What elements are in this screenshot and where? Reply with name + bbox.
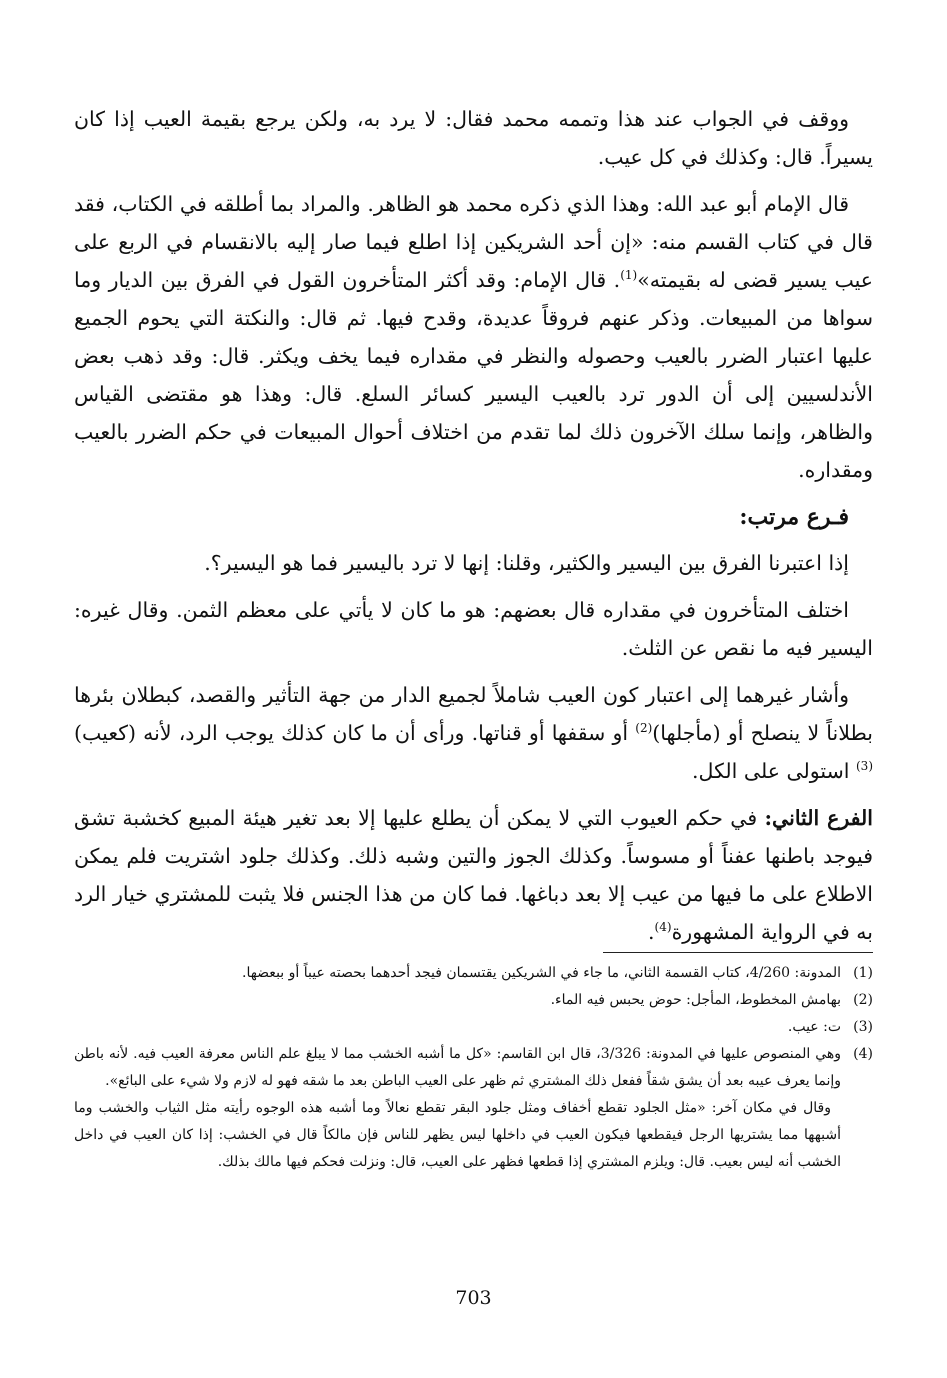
paragraph-1-text: ووقف في الجواب عند هذا وتممه محمد فقال: لا يرد به، ولكن يرجع بقيمة العيب إذا كان يسيراً. قال: وكذلك في كل عيب. xyxy=(74,107,873,169)
footnote-4-continuation: وقال في مكان آخر: «مثل الجلود تقطع أخفاف ومثل جلود البقر تقطع نعالاً وما أشبه هذه الوجوه رأيته مثل الثياب والخشب وما أشبهها مما يشتريها الرجل فيقطعها فيكون العيب في داخلها ليس يظهر للناس فإن مالكاً قال في الخشب: إذا كان العيب في داخل الخشب أنه ليس بعيب. قال: ويلزم المشتري إذا قطعها فظهر على العيب، قال: ونزلت فحكم فيها مالك بذلك. xyxy=(74,1100,841,1170)
footnote-number: (4) xyxy=(853,1046,873,1062)
paragraph-4 xyxy=(74,591,873,667)
footnote-ref-1: (1) xyxy=(620,268,638,283)
second-branch-label: الفرع الثاني: xyxy=(764,806,873,830)
footnote-ref-3: (3) xyxy=(855,759,873,774)
paragraph-5 xyxy=(74,676,873,790)
footnote-number: (1) xyxy=(853,965,873,981)
paragraph-5-text-c: استولى على الكل. xyxy=(692,759,856,783)
footnotes xyxy=(74,960,873,1176)
paragraph-6 xyxy=(74,799,873,951)
footnote-2 xyxy=(74,987,873,1014)
footnote-ref-4: (4) xyxy=(654,920,672,935)
paragraph-6-text-b: . xyxy=(648,920,655,944)
footnote-text: المدونة: 4/260، كتاب القسمة الثاني، ما جاء في الشريكين يقتسمان فيجد أحدهما بحصته عيباً أو ببعضها. xyxy=(242,965,841,981)
footnote-number: (3) xyxy=(853,1019,873,1035)
paragraph-3 xyxy=(74,544,873,582)
paragraph-2-text-a: قال الإمام أبو عبد الله: وهذا الذي ذكره محمد هو الظاهر. والمراد بما أطلقه في الكتاب، فقد قال في كتاب القسم منه: «إن أحد الشريكين إذا اطلع فيما صار إليه بالانقسام في الربع على عيب يسير قضى له بقيمته» xyxy=(74,192,873,292)
footnote-text: ت: عيب. xyxy=(787,1019,841,1035)
main-text xyxy=(74,100,873,960)
footnote-4 xyxy=(74,1041,873,1095)
section-heading: فـرع مرتب: xyxy=(739,504,849,530)
paragraph-4-text: اختلف المتأخرون في مقداره قال بعضهم: هو ما كان لا يأتي على معظم الثمن. وقال غيره: اليسير فيه ما نقص عن الثلث. xyxy=(74,598,873,660)
paragraph-6-text-a: في حكم العيوب التي لا يمكن أن يطلع عليها إلا بعد تغير هيئة المبيع كخشبة تشق فيوجد باطنها عفناً أو مسوساً. وكذلك الجوز والتين وشبه ذلك. وكذلك جلود اشتريت فلم يمكن الاطلاع على ما فيها من عيب إلا بعد دباغها. فما كان من هذا الجنس فلا يثبت للمشتري خيار الرد به في الرواية المشهورة xyxy=(74,806,873,944)
footnote-number: (2) xyxy=(853,992,873,1008)
page-number: 703 xyxy=(455,1287,492,1309)
paragraph-5-text-b: أو سقفها أو قناتها. ورأى أن ما كان كذلك يوجب الرد، لأنه (كعيب) xyxy=(74,721,636,745)
paragraph-1 xyxy=(74,100,873,176)
footnote-3 xyxy=(74,1014,873,1041)
paragraph-5-text-a: وأشار غيرهما إلى اعتبار كون العيب شاملاً لجميع الدار من جهة التأثير والقصد، كبطلان بئرها بطلاناً لا ينصلح أو (مأجلها) xyxy=(74,683,874,745)
footnote-text: بهامش المخطوط، المأجل: حوض يحبس فيه الماء. xyxy=(550,992,841,1008)
paragraph-2 xyxy=(74,185,873,489)
footnote-text: وهي المنصوص عليها في المدونة: 3/326، قال ابن القاسم: «كل ما أشبه الخشب مما لا يبلغ علم الناس معرفة العيب فيه. لأنه باطن وإنما يعرف عيبه بعد أن يشق شقاً ففعل ذلك المشتري ثم ظهر على العيب الباطن بعد ما شقه فهو له لازم ولا شيء على البائع». xyxy=(74,1046,842,1089)
paragraph-2-text-b: . قال الإمام: وقد أكثر المتأخرون القول في الفرق بين الديار وما سواها من المبيعات. وذكر عنهم فروقاً عديدة، وقدح فيها. ثم قال: والنكتة التي يحوم الجميع عليها اعتبار الضرر بالعيب وحصوله والنظر في مقداره فيما يخف ويكثر. قال: وقد ذهب بعض الأندلسيين إلى أن الدور ترد بالعيب اليسير كسائر السلع. قال: وهذا هو مقتضى القياس والظاهر، وإنما سلك الآخرون ذلك لما تقدم من اختلاف أحوال المبيعات في حكم الضرر بالعيب ومقداره. xyxy=(74,268,873,482)
paragraph-3-text: إذا اعتبرنا الفرق بين اليسير والكثير، وقلنا: إنها لا ترد باليسير فما هو اليسير؟. xyxy=(204,551,849,575)
footnote-1 xyxy=(74,960,873,987)
footnote-separator xyxy=(603,952,873,953)
footnote-ref-2: (2) xyxy=(635,721,653,736)
